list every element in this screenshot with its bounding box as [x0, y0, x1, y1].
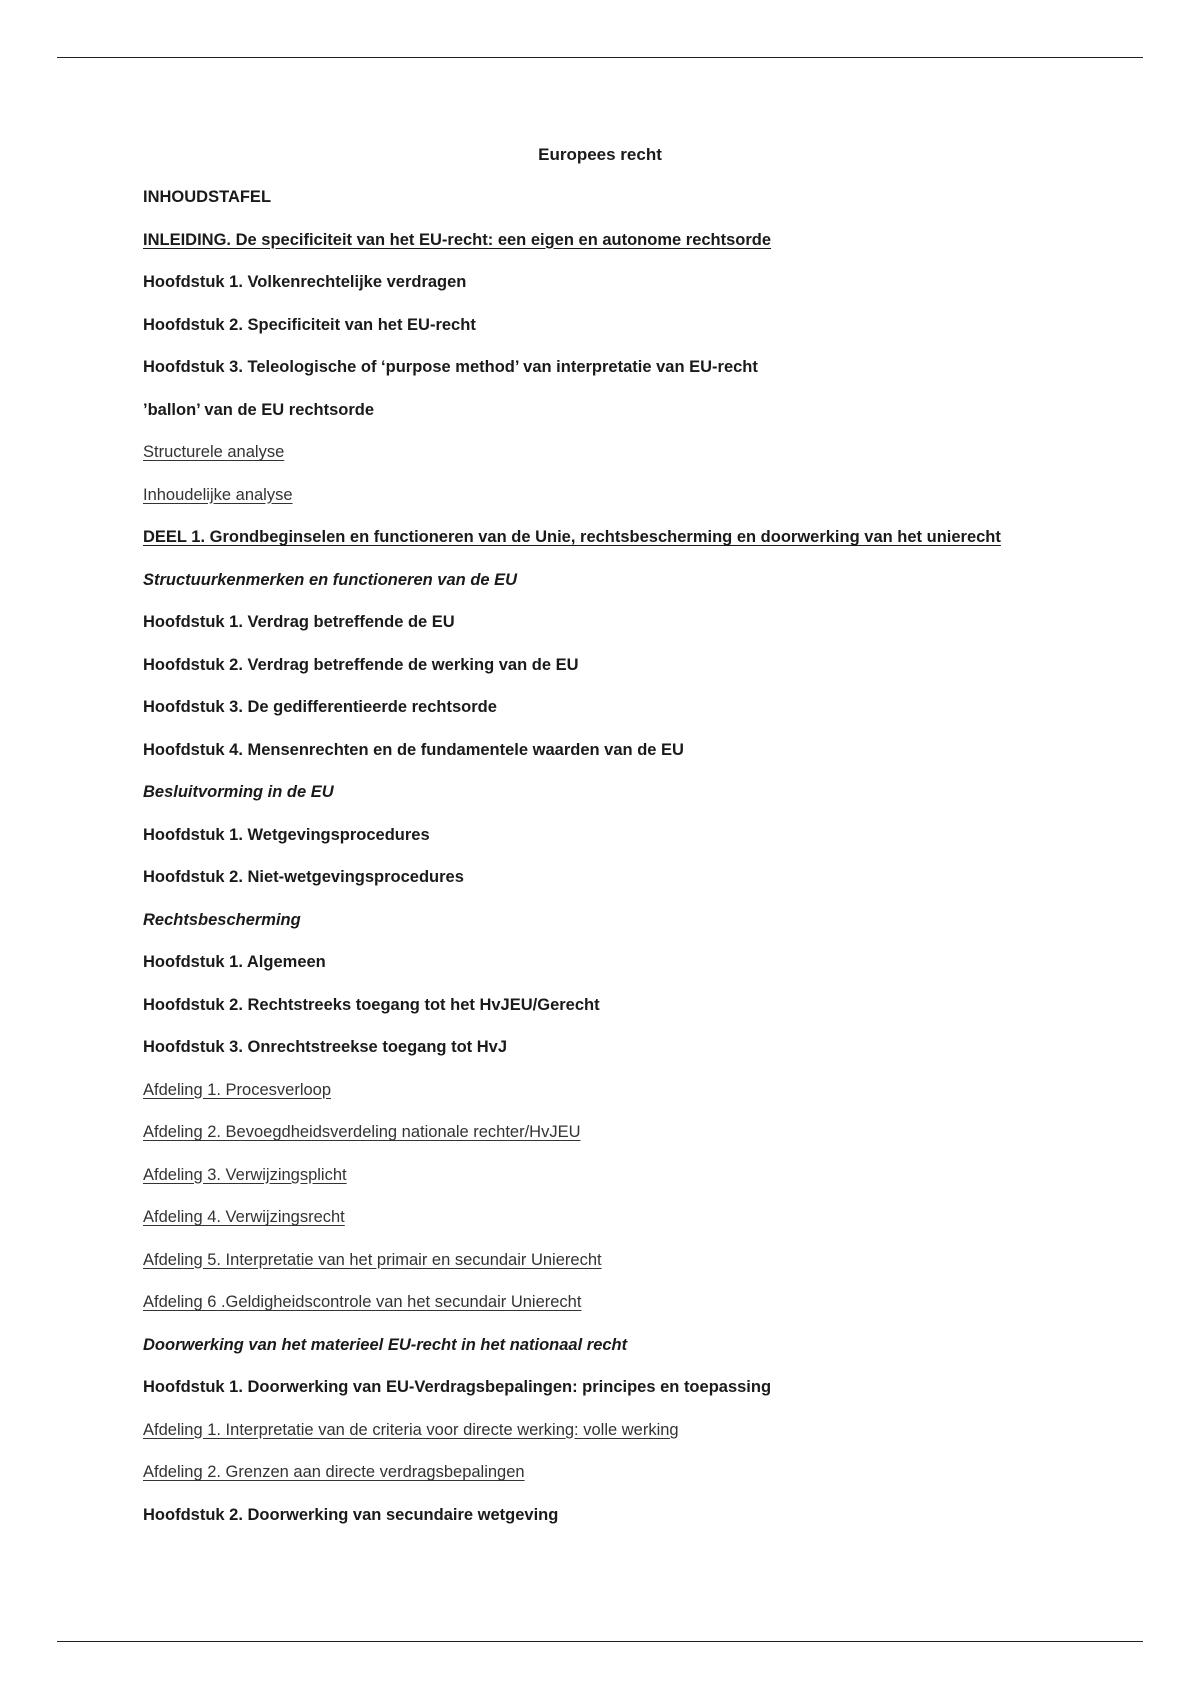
toc-entry-text: Afdeling 3. Verwijzingsplicht [143, 1165, 347, 1184]
toc-entry[interactable] [143, 568, 1103, 611]
toc-entry[interactable] [143, 950, 1103, 993]
toc-entry-text: Afdeling 6 .Geldigheidscontrole van het secundair Unierecht [143, 1293, 582, 1311]
toc-entry-text: Afdeling 5. Interpretatie van het primair en secundair Unierecht [143, 1250, 602, 1269]
toc-entry[interactable] [143, 440, 1103, 483]
document-title-text: Europees recht [538, 145, 662, 164]
toc-entry[interactable] [143, 1460, 1103, 1503]
toc-entry-text: Rechtsbescherming [143, 910, 301, 929]
toc-entry[interactable] [143, 525, 1103, 568]
toc-entry[interactable] [143, 1375, 1103, 1418]
toc-entry[interactable] [143, 483, 1103, 526]
toc-entry[interactable] [143, 270, 1103, 313]
toc-entry[interactable] [143, 1163, 1103, 1206]
toc-entry-text: Hoofdstuk 2. Specificiteit van het EU-recht [143, 315, 476, 334]
toc-entry[interactable] [143, 398, 1103, 441]
toc-entry[interactable] [143, 228, 1103, 271]
toc-entry-text: Afdeling 1. Procesverloop [143, 1080, 332, 1099]
toc-entry[interactable] [143, 993, 1103, 1036]
header-rule [57, 57, 1143, 58]
toc-entry-text: Hoofdstuk 1. Wetgevingsprocedures [143, 825, 430, 844]
toc-entry-text: Hoofdstuk 3. Onrechtstreekse toegang tot HvJ [143, 1038, 507, 1056]
toc-entry[interactable] [143, 1120, 1103, 1163]
toc-entry-text: Hoofdstuk 3. De gedifferentieerde rechtsorde [143, 698, 497, 716]
toc-entry-text: Hoofdstuk 1. Doorwerking van EU-Verdragsbepalingen: principes en toepassing [143, 1378, 772, 1396]
toc-entry[interactable] [143, 738, 1103, 781]
table-of-contents [143, 185, 1103, 1545]
toc-entry-text: DEEL 1. Grondbeginselen en functioneren van de Unie, rechtsbescherming en doorwerking van het unierecht [143, 528, 1001, 546]
toc-entry-text: Doorwerking van het materieel EU-recht in het nationaal recht [143, 1335, 628, 1354]
toc-entry-text: Hoofdstuk 2. Doorwerking van secundaire wetgeving [143, 1505, 559, 1524]
toc-heading [143, 185, 1103, 228]
toc-entry-text: Besluitvorming in de EU [143, 783, 334, 801]
toc-entry-text: INLEIDING. De specificiteit van het EU-recht: een eigen en autonome rechtsorde [143, 230, 772, 249]
toc-entry[interactable] [143, 610, 1103, 653]
toc-entry[interactable] [143, 1418, 1103, 1461]
toc-entry[interactable] [143, 355, 1103, 398]
toc-entry[interactable] [143, 1333, 1103, 1376]
toc-entry[interactable] [143, 823, 1103, 866]
toc-entry[interactable] [143, 695, 1103, 738]
toc-entry[interactable] [143, 865, 1103, 908]
document-title [0, 143, 1200, 167]
toc-entry-text: Inhoudelijke analyse [143, 485, 293, 504]
toc-heading-text: INHOUDSTAFEL [143, 188, 272, 206]
toc-entry-text: Hoofdstuk 2. Rechtstreeks toegang tot het HvJEU/Gerecht [143, 995, 600, 1014]
toc-entry-text: Afdeling 2. Grenzen aan directe verdragsbepalingen [143, 1463, 525, 1481]
toc-entry[interactable] [143, 908, 1103, 951]
toc-entry[interactable] [143, 1290, 1103, 1333]
toc-entry[interactable] [143, 313, 1103, 356]
toc-entry-text: Structuurkenmerken en functioneren van de EU [143, 570, 518, 589]
toc-entry-text: Hoofdstuk 4. Mensenrechten en de fundamentele waarden van de EU [143, 740, 684, 759]
toc-entry[interactable] [143, 1248, 1103, 1291]
toc-entry-text: Hoofdstuk 1. Verdrag betreffende de EU [143, 613, 455, 631]
toc-entry[interactable] [143, 1035, 1103, 1078]
toc-entry[interactable] [143, 1503, 1103, 1546]
toc-entry-text: Afdeling 2. Bevoegdheidsverdeling nationale rechter/HvJEU [143, 1123, 581, 1141]
toc-entry-text: Structurele analyse [143, 443, 285, 461]
toc-entry-text: Hoofdstuk 2. Verdrag betreffende de werking van de EU [143, 655, 579, 674]
toc-entry-text: Hoofdstuk 2. Niet-wetgevingsprocedures [143, 868, 464, 886]
toc-entry-text: Afdeling 1. Interpretatie van de criteria voor directe werking: volle werking [143, 1420, 679, 1439]
toc-entry-text: Afdeling 4. Verwijzingsrecht [143, 1208, 345, 1226]
toc-entry[interactable] [143, 1205, 1103, 1248]
toc-entry-text: Hoofdstuk 1. Algemeen [143, 953, 326, 971]
toc-entry[interactable] [143, 1078, 1103, 1121]
toc-entry-text: Hoofdstuk 3. Teleologische of ‘purpose method’ van interpretatie van EU-recht [143, 358, 758, 376]
footer-rule [57, 1641, 1143, 1642]
toc-entry-text: ’ballon’ van de EU rechtsorde [143, 400, 375, 419]
toc-entry[interactable] [143, 780, 1103, 823]
toc-entry-text: Hoofdstuk 1. Volkenrechtelijke verdragen [143, 273, 467, 291]
toc-entry[interactable] [143, 653, 1103, 696]
